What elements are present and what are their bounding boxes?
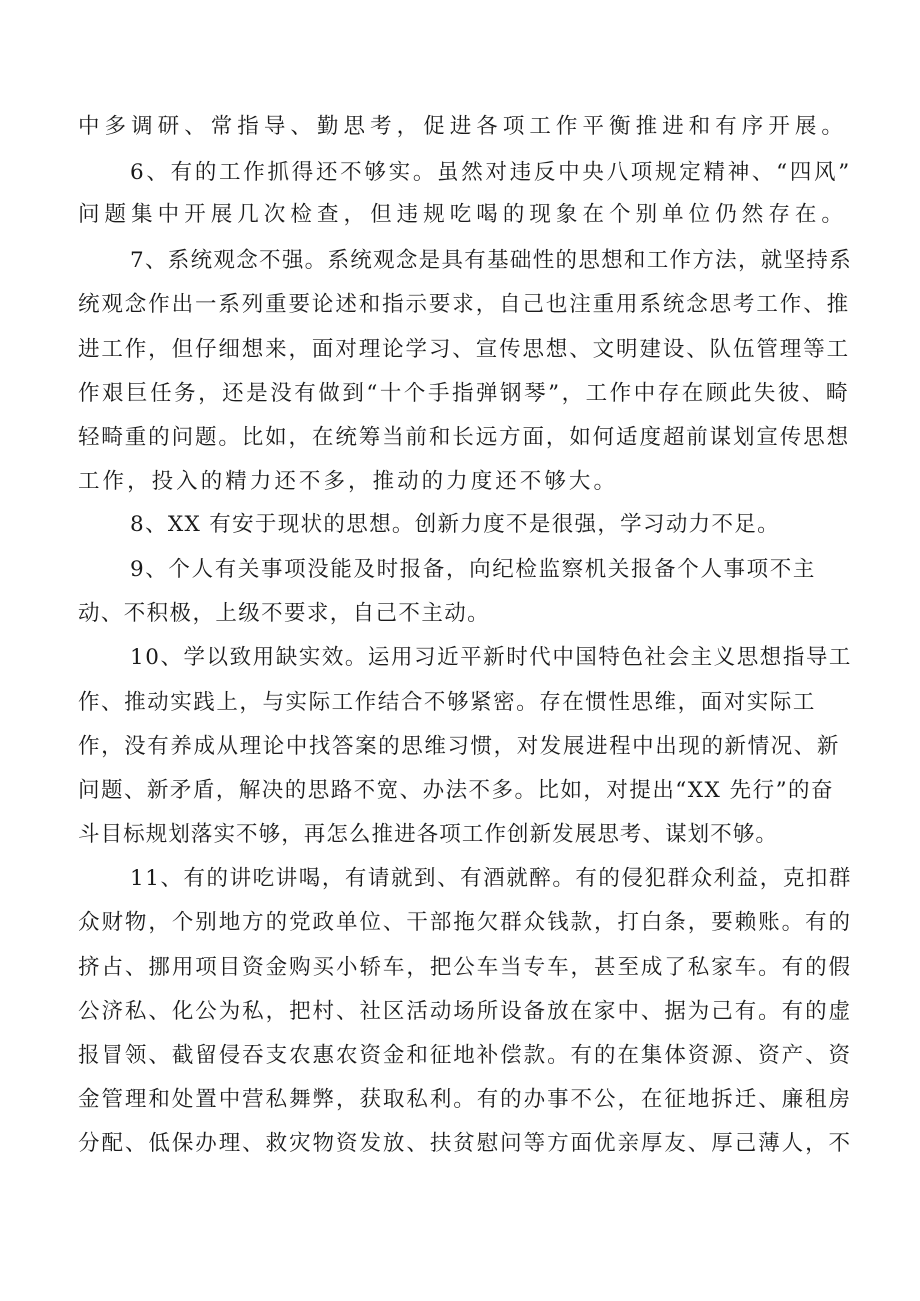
text-line: 动、不积极，上级不要求，自己不主动。 (78, 601, 490, 626)
text-line: 11、有的讲吃讲喝，有请就到、有酒就醉。有的侵犯群众利益，克扣群 (130, 866, 852, 891)
text-line: 众财物，个别地方的党政单位、干部拖欠群众钱款，打白条，要赖账。有的 (78, 910, 852, 935)
text-line: 进工作，但仔细想来，面对理论学习、宣传思想、文明建设、队伍管理等工 (78, 337, 850, 362)
text-line: 8、XX 有安于现状的思想。创新力度不是很强，学习动力不足。 (130, 512, 780, 537)
text-line: 统观念作出一系列重要论述和指示要求，自己也注重用系统念思考工作、推 (78, 292, 850, 317)
text-line: 作艰巨任务，还是没有做到“十个手指弹钢琴”，工作中存在顾此失彼、畸 (78, 381, 850, 406)
text-line: 分配、低保办理、救灾物资发放、扶贫慰问等方面优亲厚友、厚己薄人，不 (78, 1131, 852, 1156)
text-line: 10、学以致用缺实效。运用习近平新时代中国特色社会主义思想指导工 (130, 645, 852, 670)
text-line: 问题、新矛盾，解决的思路不宽、办法不多。比如，对提出“XX 先行”的奋 (78, 778, 834, 803)
text-line: 7、系统观念不强。系统观念是具有基础性的思想和工作方法，就坚持系 (130, 248, 852, 273)
text-line: 公济私、化公为私，把村、社区活动场所设备放在家中、据为己有。有的虚 (78, 999, 852, 1024)
text-line: 作、推动实践上，与实际工作结合不够紧密。存在惯性思维，面对实际工 (78, 690, 816, 715)
text-line: 金管理和处置中营私舞弊，获取私利。有的办事不公，在征地拆迁、廉租房 (78, 1087, 852, 1112)
text-line: 挤占、挪用项目资金购买小轿车，把公车当专车，甚至成了私家车。有的假 (78, 955, 852, 980)
text-line: 工作，投入的精力还不多，推动的力度还不够大。 (78, 469, 618, 494)
text-line: 轻畸重的问题。比如，在统筹当前和长远方面，如何适度超前谋划宣传思想 (78, 425, 850, 450)
text-line: 报冒领、截留侵吞支农惠农资金和征地补偿款。有的在集体资源、资产、资 (78, 1043, 852, 1068)
text-line: 斗目标规划落实不够，再怎么推进各项工作创新发展思考、谋划不够。 (78, 822, 778, 847)
text-line: 9、个人有关事项没能及时报备，向纪检监察机关报备个人事项不主 (130, 557, 816, 582)
text-line: 6、有的工作抓得还不够实。虽然对违反中央八项规定精神、“四风” (130, 160, 852, 185)
text-line: 中多调研、常指导、勤思考，促进各项工作平衡推进和有序开展。 (78, 114, 848, 139)
text-line: 问题集中开展几次检查，但违规吃喝的现象在个别单位仍然存在。 (78, 202, 848, 227)
text-line: 作，没有养成从理论中找答案的思维习惯，对发展进程中出现的新情况、新 (78, 734, 840, 759)
